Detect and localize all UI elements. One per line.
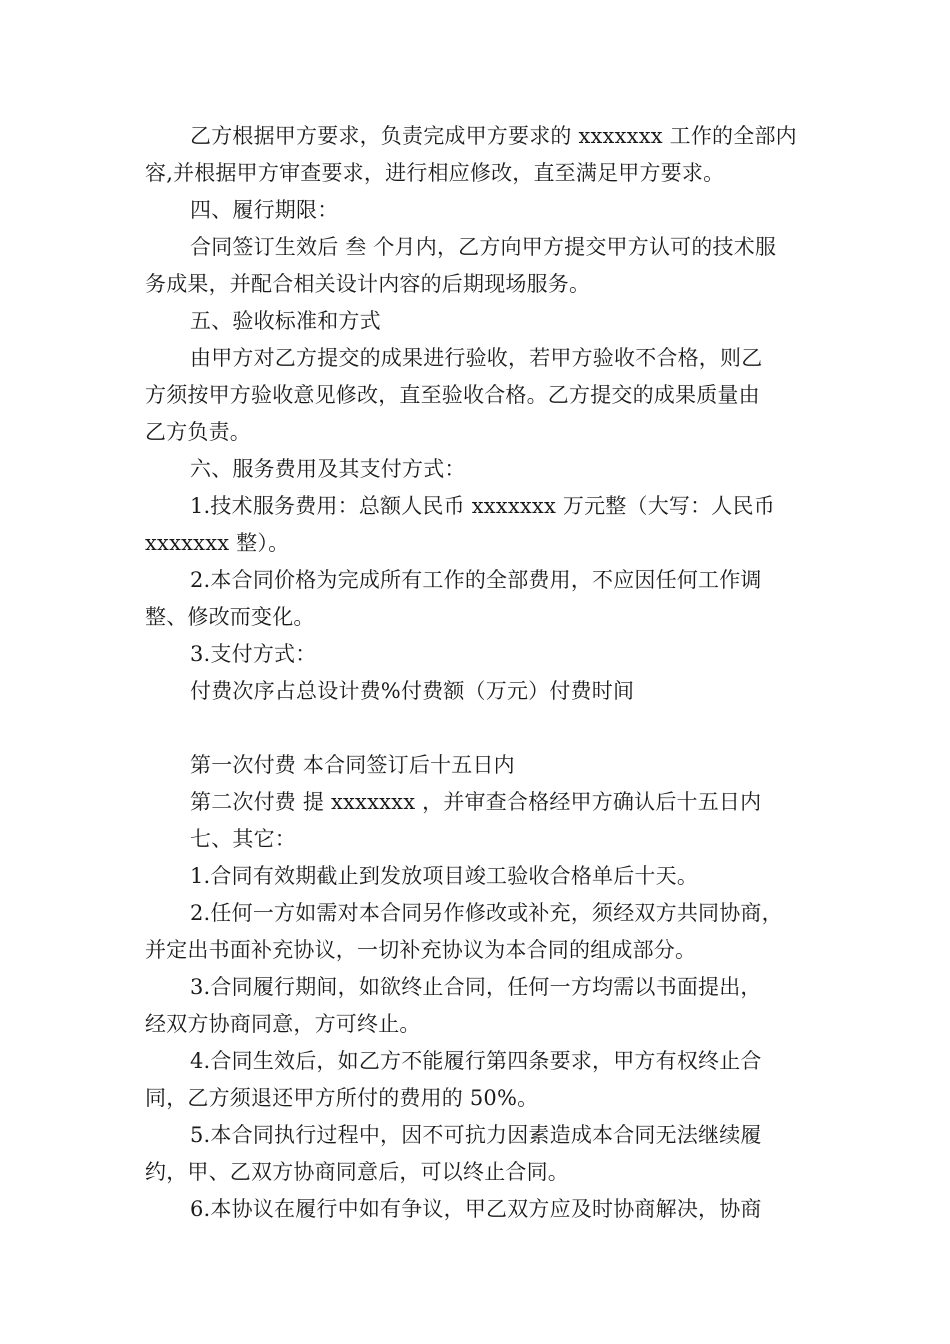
body-line: 务成果，并配合相关设计内容的后期现场服务。 (145, 272, 591, 296)
section-heading: 七、其它： (190, 827, 296, 851)
section-heading: 五、验收标准和方式 (190, 309, 381, 333)
body-line: 3.合同履行期间，如欲终止合同，任何一方均需以书面提出， (190, 975, 762, 999)
body-line: 合同签订生效后 叁 个月内，乙方向甲方提交甲方认可的技术服 (190, 235, 777, 259)
body-line: 约，甲、乙双方协商同意后，可以终止合同。 (145, 1160, 569, 1184)
body-line: 由甲方对乙方提交的成果进行验收，若甲方验收不合格，则乙 (190, 346, 763, 370)
body-line: 同，乙方须退还甲方所付的费用的 50%。 (145, 1086, 539, 1110)
body-line: 2.任何一方如需对本合同另作修改或补充，须经双方共同协商， (190, 901, 783, 925)
body-line: 整、修改而变化。 (145, 605, 315, 629)
body-line: 4.合同生效后，如乙方不能履行第四条要求，甲方有权终止合 (190, 1049, 762, 1073)
payment-row: 第一次付费 本合同签订后十五日内 (190, 753, 515, 777)
body-line: 1.技术服务费用：总额人民币 xxxxxxx 万元整（大写：人民币 (190, 494, 775, 518)
body-line: 乙方负责。 (145, 420, 251, 444)
body-line: 3.支付方式： (190, 642, 317, 666)
body-line: 乙方根据甲方要求，负责完成甲方要求的 xxxxxxx 工作的全部内 (190, 124, 797, 148)
body-line: 1.合同有效期截止到发放项目竣工验收合格单后十天。 (190, 864, 699, 888)
section-heading: 四、履行期限： (190, 198, 339, 222)
body-line: 5.本合同执行过程中，因不可抗力因素造成本合同无法继续履 (190, 1123, 762, 1147)
body-line: 2.本合同价格为完成所有工作的全部费用，不应因任何工作调 (190, 568, 762, 592)
section-heading: 六、服务费用及其支付方式： (190, 457, 466, 481)
body-line: 并定出书面补充协议，一切补充协议为本合同的组成部分。 (145, 938, 697, 962)
body-line: 容,并根据甲方审查要求，进行相应修改，直至满足甲方要求。 (145, 161, 725, 185)
payment-row: 第二次付费 提 xxxxxxx ，并审查合格经甲方确认后十五日内 (190, 790, 762, 814)
body-line: xxxxxxx 整）。 (145, 531, 290, 555)
body-line: 6.本协议在履行中如有争议，甲乙双方应及时协商解决，协商 (190, 1197, 762, 1221)
body-line: 方须按甲方验收意见修改，直至验收合格。乙方提交的成果质量由 (145, 383, 760, 407)
body-line: 经双方协商同意，方可终止。 (145, 1012, 421, 1036)
payment-table-header: 付费次序占总设计费%付费额（万元）付费时间 (190, 679, 635, 703)
